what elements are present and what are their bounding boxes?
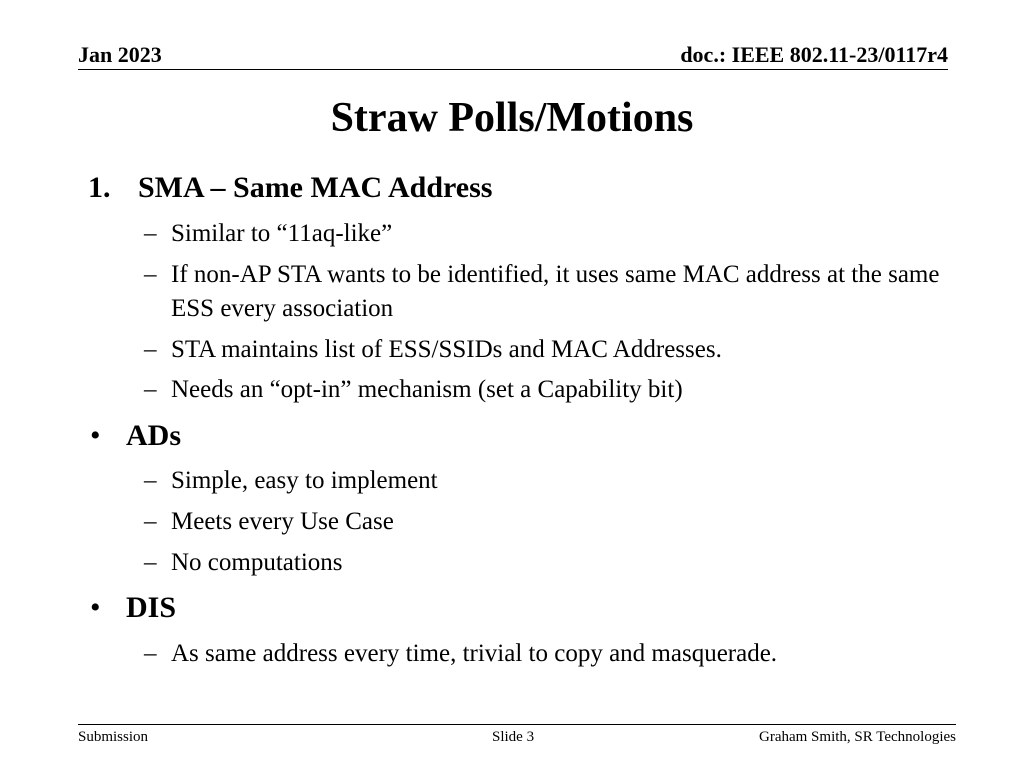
bullet-marker: •	[90, 591, 101, 624]
disadvantages-heading: DIS	[126, 591, 177, 624]
dash-marker: –	[144, 376, 157, 403]
dash-marker: –	[144, 640, 157, 667]
item1-point-text: Needs an “opt-in” mechanism (set a Capability bit)	[171, 376, 683, 403]
item1-heading-row	[0, 168, 1024, 208]
footer-divider	[78, 724, 956, 725]
item1-heading: SMA – Same MAC Address	[138, 171, 493, 204]
item1-point-text: Similar to “11aq-like”	[171, 220, 393, 247]
footer-author: Graham Smith, SR Technologies	[759, 729, 956, 745]
advantages-heading-row	[0, 416, 1024, 456]
dash-marker: –	[144, 220, 157, 247]
advantages-heading: ADs	[126, 419, 182, 452]
dash-marker: –	[144, 467, 157, 494]
slide-title: Straw Polls/Motions	[330, 95, 694, 141]
dash-marker: –	[144, 336, 157, 363]
header-doc-number: doc.: IEEE 802.11-23/0117r4	[680, 42, 948, 67]
disadvantage-point-text: As same address every time, trivial to copy and masquerade.	[171, 640, 778, 667]
advantage-point-text: Simple, easy to implement	[171, 467, 438, 494]
item1-point-text: STA maintains list of ESS/SSIDs and MAC Addresses.	[171, 336, 722, 363]
dash-marker: –	[144, 549, 157, 576]
item1-number: 1.	[88, 171, 111, 204]
item1-point-text: If non-AP STA wants to be identified, it uses same MAC address at the same ESS every association	[171, 261, 940, 322]
footer-slide-number: Slide 3	[492, 729, 535, 745]
advantage-point-text: Meets every Use Case	[171, 508, 394, 535]
dash-marker: –	[144, 261, 157, 288]
bullet-marker: •	[90, 419, 101, 452]
dash-marker: –	[144, 508, 157, 535]
header-divider	[78, 69, 948, 70]
disadvantages-heading-row	[0, 588, 1024, 628]
advantage-point-text: No computations	[171, 549, 343, 576]
footer-submission: Submission	[78, 729, 149, 745]
header-date: Jan 2023	[78, 42, 162, 67]
